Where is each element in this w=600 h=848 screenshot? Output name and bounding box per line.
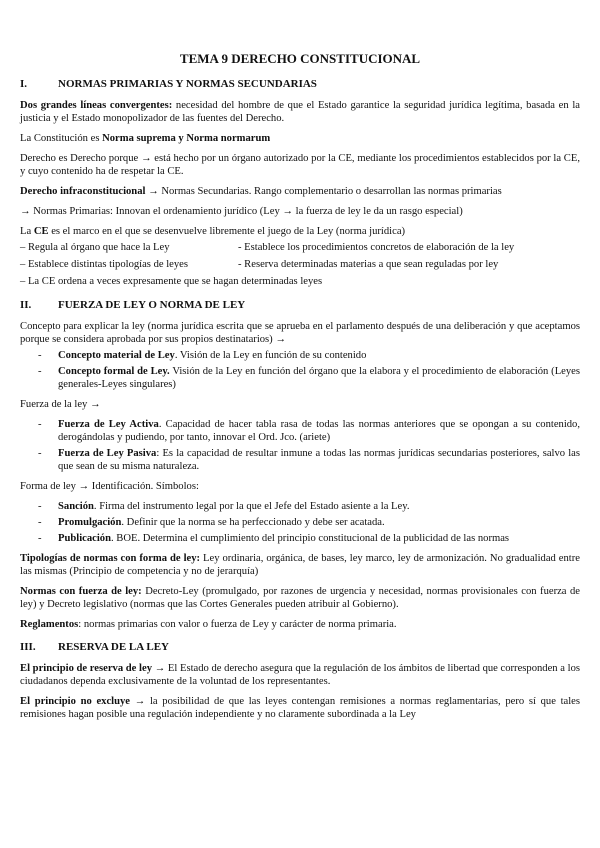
s2-p4-bold: Tipologías de normas con forma de ley:: [20, 553, 201, 564]
s3-paragraph-1: [20, 662, 580, 688]
s1-p6-bold: CE: [33, 226, 49, 237]
list-item: [20, 418, 580, 444]
s1-p6-a: La: [20, 226, 34, 237]
s2-paragraph-3: Forma de ley → Identificación. Símbolos:: [20, 481, 199, 492]
s2-l2-text: Visión de la Ley en función del órgano que la elabora y el procedimiento de elaboración (Leyes generales-Leyes singulares): [58, 366, 580, 390]
s1-paragraph-6: [20, 225, 580, 238]
s1-paragraph-4: [20, 185, 580, 198]
s2-l4-text: : Es la capacidad de resultar inmune a todas las normas jurídicas secundarias posteriores, salvo las que sean de su misma naturaleza.: [58, 448, 580, 472]
list-item: [20, 516, 580, 529]
s1-row-1-col-1: – Regula al órgano que hace la Ley: [20, 242, 170, 253]
s3-p1-bold: El principio de reserva de ley: [20, 663, 152, 674]
s2-paragraph-5: [20, 585, 580, 611]
section-1-number: I.: [20, 78, 28, 90]
s1-p4-text: → Normas Secundarias. Rango complementario o desarrollan las normas primarias: [145, 186, 502, 197]
s1-row-2-col-2: - Reserva determinadas materias a que sean reguladas por ley: [238, 259, 499, 270]
s3-p2-text: → la posibilidad de que las leyes contengan remisiones a normas reglamentarias, pero sí que tales remisiones hagan posible una regulación independiente y no claramente subordinada a la Ley: [20, 696, 580, 720]
section-3-title: RESERVA DE LA LEY: [58, 641, 169, 653]
s2-l2-bold: Concepto formal de Ley.: [58, 366, 170, 377]
s2-list-2: [20, 418, 580, 473]
section-2-number: II.: [20, 299, 32, 311]
s2-list-1: [20, 349, 580, 391]
s2-l3-bold: Fuerza de Ley Activa: [58, 419, 159, 430]
s3-paragraph-2: [20, 695, 580, 721]
s2-l7-text: . BOE. Determina el cumplimiento del principio constitucional de la publicidad de las normas: [110, 533, 510, 544]
section-3-heading: [20, 640, 580, 654]
s1-paragraph-3: Derecho es Derecho porque → está hecho por un órgano autorizado por la CE, mediante los procedimientos establecidos por la CE, y cuyo contenido ha de respetar la CE.: [20, 153, 580, 177]
s3-p1-text: → El Estado de derecho asegura que la regulación de los ámbitos de libertad que corresponden a los ciudadanos dependa exclusivamente de la voluntad de los representantes.: [20, 663, 580, 687]
s1-row-2: [20, 258, 580, 271]
s2-l1-text: . Visión de la Ley en función de su contenido: [174, 350, 367, 361]
s1-paragraph-5: → Normas Primarias: Innovan el ordenamiento jurídico (Ley → la fuerza de ley le da un rasgo especial): [20, 206, 463, 217]
section-1-title: NORMAS PRIMARIAS Y NORMAS SECUNDARIAS: [58, 78, 317, 90]
section-2-heading: [20, 298, 580, 312]
page-title: TEMA 9 DERECHO CONSTITUCIONAL: [179, 51, 421, 66]
s2-l4-bold: Fuerza de Ley Pasiva: [58, 448, 157, 459]
s1-p1-text: necesidad del hombre de que el Estado garantice la seguridad jurídica legítima, basada en la justicia y el Estado monopolizador de las fuentes del Derecho.: [20, 100, 580, 124]
s2-list-3: [20, 500, 580, 545]
s1-p2-bold: Norma suprema y Norma normarum: [102, 133, 271, 144]
list-item: [20, 365, 580, 391]
s1-p6-c: es el marco en el que se desenvuelve libremente el juego de la Ley (norma jurídica): [48, 226, 406, 237]
s1-p2-text: La Constitución es: [20, 133, 103, 144]
s2-l6-text: . Definir que la norma se ha perfeccionado y debe ser acatada.: [121, 517, 385, 528]
s2-l1-bold: Concepto material de Ley: [58, 350, 175, 361]
section-1-heading: [20, 77, 580, 91]
s2-paragraph-4: [20, 552, 580, 578]
section-3-number: III.: [20, 641, 36, 653]
s2-p6-bold: Reglamentos: [20, 619, 79, 630]
list-item: [20, 500, 580, 513]
s2-l7-bold: Publicación: [58, 533, 111, 544]
s2-l3-text: . Capacidad de hacer tabla rasa de todas las normas anteriores que se opongan a su contenido, derogándolas y pudiendo, por tanto, innovar el Ord. Jco. (ariete): [58, 419, 581, 443]
s2-p5-bold: Normas con fuerza de ley:: [20, 586, 142, 597]
s2-paragraph-2: Fuerza de la ley →: [20, 399, 101, 410]
s1-row-1-col-2: - Establece los procedimientos concretos de elaboración de la ley: [238, 242, 515, 253]
s1-row-1: [20, 241, 580, 254]
s1-p4-bold: Derecho infraconstitucional: [20, 186, 146, 197]
s2-l5-bold: Sanción: [58, 501, 94, 512]
s2-l5-text: . Firma del instrumento legal por la que el Jefe del Estado asiente a la Ley.: [93, 501, 410, 512]
s1-paragraph-2: [20, 132, 580, 145]
s3-p2-bold: El principio no excluye: [20, 696, 130, 707]
s1-p1-bold: Dos grandes líneas convergentes:: [20, 100, 173, 111]
s1-paragraph-1: [20, 99, 580, 125]
s2-p4-text: Ley ordinaria, orgánica, de bases, ley marco, ley de armonización. No gradualidad entre las mismas (Principio de competencia y no de jerarquía): [20, 553, 580, 577]
s2-p6-text: : normas primarias con valor o fuerza de Ley y carácter de norma primaria.: [78, 619, 397, 630]
list-item: [20, 447, 580, 473]
s2-paragraph-1: Concepto para explicar la ley (norma jurídica escrita que se aprueba en el parlamento después de una deliberación y que aceptamos porque se considera aprobada por sus propios destinatarios) →: [20, 321, 580, 345]
document-content: [20, 51, 580, 728]
section-2-title: FUERZA DE LEY O NORMA DE LEY: [58, 299, 246, 311]
s2-l6-bold: Promulgación: [58, 517, 122, 528]
s2-paragraph-6: [20, 618, 580, 631]
s2-p5-text: Decreto-Ley (promulgado, por razones de urgencia y necesidad, normas provisionales con fuerza de ley) y Decreto legislativo (normas que las Cortes Generales pueden atribuir al Gobierno).: [20, 586, 580, 610]
list-item: [20, 349, 580, 362]
s1-row-3: – La CE ordena a veces expresamente que se hagan determinadas leyes: [20, 276, 323, 287]
s1-row-2-col-1: – Establece distintas tipologías de leyes: [20, 259, 188, 270]
list-item: [20, 532, 580, 545]
